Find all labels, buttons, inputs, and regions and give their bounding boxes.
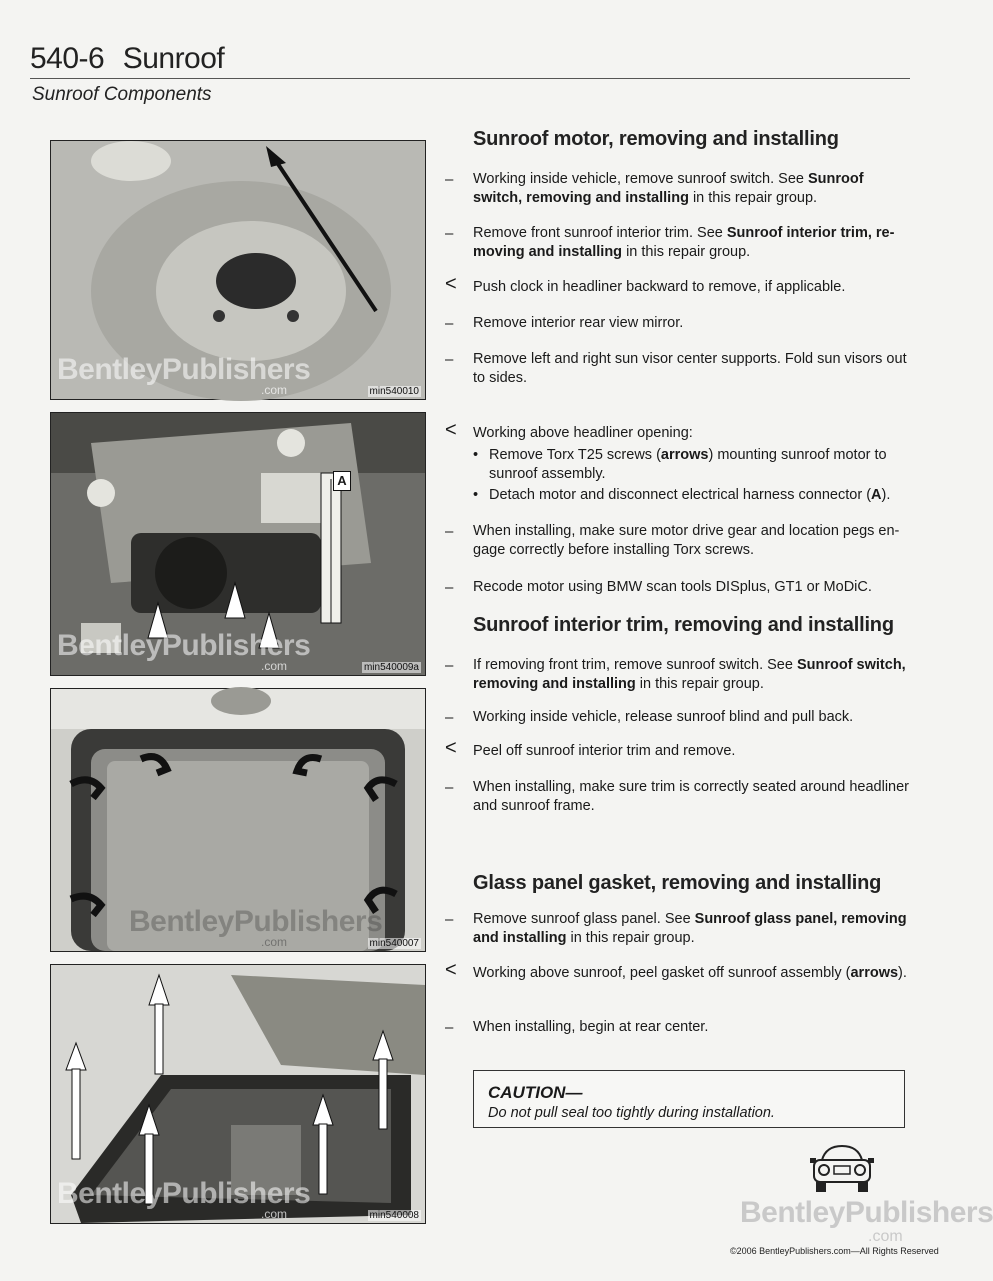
gasket-heading: Glass panel gasket, removing and installing bbox=[473, 872, 882, 894]
motor-step-2 bbox=[445, 224, 910, 262]
step-text: in this repair group. bbox=[635, 676, 764, 692]
step-text: Remove left and right sun visor center supports. Fold sun visors out to sides. bbox=[473, 351, 907, 386]
dash-marker: – bbox=[445, 1019, 454, 1036]
step-text: in this repair group. bbox=[566, 930, 695, 946]
connector-label-a: A bbox=[333, 471, 351, 491]
step-text: Remove Torx T25 screws ( bbox=[489, 447, 661, 463]
photo-interior-trim bbox=[50, 688, 426, 952]
cross-reference: Sunroof interior trim, re-moving and installing bbox=[473, 225, 895, 260]
step-text: ). bbox=[881, 487, 891, 503]
dash-marker: – bbox=[445, 579, 454, 596]
photo-watermark-suffix: .com bbox=[261, 1207, 288, 1221]
step-text: Remove sunroof glass panel. See bbox=[473, 911, 695, 927]
photo-watermark: BentleyPublishers bbox=[57, 1177, 311, 1210]
photo-code: min540007 bbox=[369, 938, 419, 949]
dash-marker: – bbox=[445, 351, 454, 368]
caution-title: CAUTION— bbox=[488, 1083, 583, 1102]
photo-code: min540009a bbox=[363, 662, 419, 673]
arrow-marker: < bbox=[445, 737, 457, 759]
photo-headliner-clock bbox=[50, 140, 426, 400]
copyright-notice: ©2006 BentleyPublishers.com—All Rights Reserved bbox=[730, 1246, 939, 1256]
step-text: Working above headliner opening: bbox=[473, 425, 693, 441]
gasket-step-2 bbox=[445, 959, 910, 983]
motor-step-4 bbox=[445, 314, 910, 333]
trim-step-4 bbox=[445, 778, 910, 816]
step-text: ). bbox=[898, 965, 907, 981]
step-text: ) mounting sunroof motor to sunroof assembly. bbox=[489, 447, 887, 482]
motor-step-7 bbox=[445, 522, 910, 560]
bullet-marker: • bbox=[473, 487, 479, 503]
arrow-marker: < bbox=[445, 419, 457, 441]
step-text: Working above sunroof, peel gasket off sunroof assembly ( bbox=[473, 965, 851, 981]
mini-car-logo-icon bbox=[808, 1138, 876, 1196]
footer-brand: BentleyPublishers bbox=[740, 1196, 993, 1229]
photo-watermark: BentleyPublishers bbox=[57, 353, 311, 386]
step-text: When installing, begin at rear center. bbox=[473, 1019, 709, 1035]
gasket-step-1 bbox=[445, 910, 910, 948]
dash-marker: – bbox=[445, 523, 454, 540]
bullet-marker: • bbox=[473, 447, 479, 463]
arrow-marker: < bbox=[445, 273, 457, 295]
cross-reference: Sunroof glass panel, removing and installing bbox=[473, 911, 907, 946]
photo-watermark-suffix: .com bbox=[261, 659, 288, 673]
photo-sunroof-motor bbox=[50, 412, 426, 676]
photo-code: min540010 bbox=[369, 386, 419, 397]
step-text: Working inside vehicle, remove sunroof switch. See bbox=[473, 171, 808, 187]
emphasis: arrows bbox=[660, 447, 709, 463]
step-text: Remove front sunroof interior trim. See bbox=[473, 225, 727, 241]
dash-marker: – bbox=[445, 911, 454, 928]
section-number: 540-6 bbox=[30, 42, 105, 75]
cross-reference: Sunroof switch, removing and installing bbox=[473, 171, 864, 206]
photo-code: min540008 bbox=[369, 1210, 419, 1221]
motor-step-3 bbox=[445, 273, 910, 297]
photo-watermark-suffix: .com bbox=[261, 383, 288, 397]
photo-glass-gasket bbox=[50, 964, 426, 1224]
dash-marker: – bbox=[445, 779, 454, 796]
dash-marker: – bbox=[445, 225, 454, 242]
photo-watermark: BentleyPublishers bbox=[57, 629, 311, 662]
emphasis: A bbox=[871, 487, 882, 503]
caution-box bbox=[473, 1070, 905, 1128]
dash-marker: – bbox=[445, 315, 454, 332]
cross-reference: Sunroof switch, removing and installing bbox=[473, 657, 906, 692]
step-text: Peel off sunroof interior trim and remove. bbox=[473, 743, 736, 759]
step-text: Remove interior rear view mirror. bbox=[473, 315, 684, 331]
page-title: Sunroof bbox=[122, 42, 225, 75]
step-text: When installing, make sure trim is correctly seated around headliner and sunroof frame. bbox=[473, 779, 910, 814]
emphasis: arrows bbox=[850, 965, 899, 981]
step-text: When installing, make sure motor drive gear and location pegs en-gage correctly before installing Torx screws. bbox=[473, 523, 900, 558]
trim-step-3 bbox=[445, 737, 910, 761]
step-text: If removing front trim, remove sunroof switch. See bbox=[473, 657, 797, 673]
step-text: Working inside vehicle, release sunroof blind and pull back. bbox=[473, 709, 854, 725]
motor-step-1 bbox=[445, 170, 910, 208]
trim-heading: Sunroof interior trim, removing and installing bbox=[473, 614, 894, 636]
page-subtitle: Sunroof Components bbox=[32, 84, 212, 105]
dash-marker: – bbox=[445, 709, 454, 726]
step-text: Recode motor using BMW scan tools DISplus, GT1 or MoDiC. bbox=[473, 579, 872, 595]
step-text: Push clock in headliner backward to remove, if applicable. bbox=[473, 279, 846, 295]
step-text: in this repair group. bbox=[622, 244, 751, 260]
motor-step-8 bbox=[445, 578, 910, 597]
photo-watermark: BentleyPublishers bbox=[129, 905, 383, 938]
motor-bullet-1 bbox=[473, 446, 910, 484]
arrow-marker: < bbox=[445, 959, 457, 981]
motor-heading: Sunroof motor, removing and installing bbox=[473, 128, 839, 150]
trim-step-1 bbox=[445, 656, 910, 694]
step-text: in this repair group. bbox=[688, 190, 818, 206]
trim-step-2 bbox=[445, 708, 910, 727]
caution-text: Do not pull seal too tightly during installation. bbox=[488, 1105, 775, 1121]
photo-watermark-suffix: .com bbox=[261, 935, 288, 949]
dash-marker: – bbox=[445, 657, 454, 674]
gasket-step-3 bbox=[445, 1018, 910, 1037]
motor-step-6 bbox=[445, 419, 910, 443]
step-text: Detach motor and disconnect electrical harness connector ( bbox=[489, 487, 872, 503]
footer-brand-suffix: .com bbox=[868, 1228, 903, 1245]
motor-step-5 bbox=[445, 350, 910, 388]
dash-marker: – bbox=[445, 171, 454, 188]
motor-bullet-2 bbox=[473, 486, 910, 505]
